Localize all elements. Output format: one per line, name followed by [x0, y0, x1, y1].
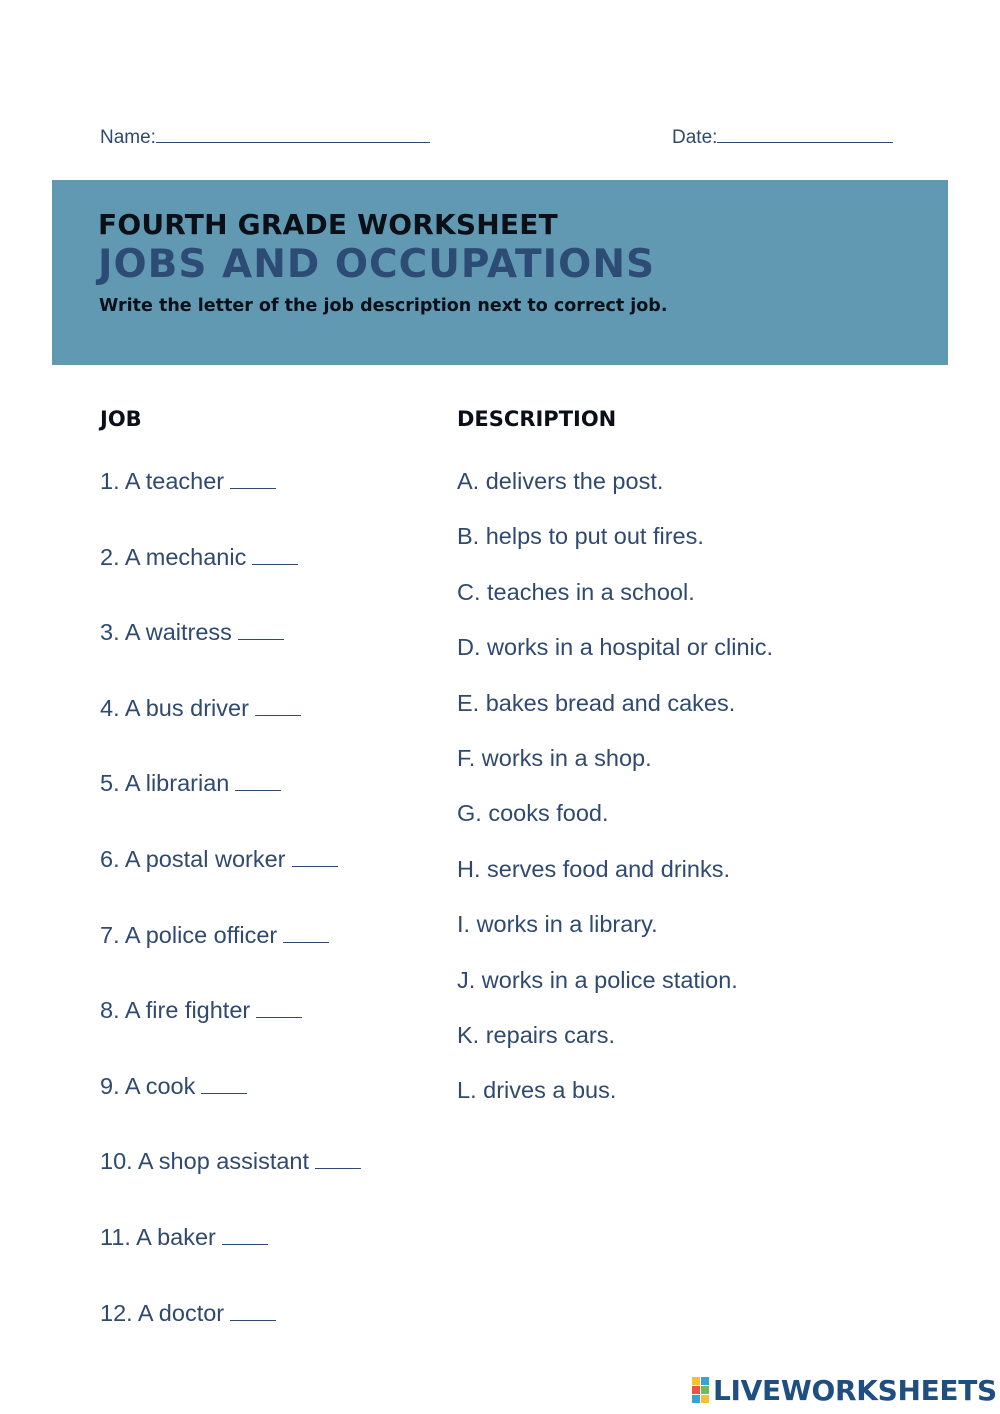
description-item: E. bakes bread and cakes.: [457, 689, 736, 716]
description-item: C. teaches in a school.: [457, 578, 695, 605]
job-item: [100, 846, 338, 873]
answer-blank[interactable]: [292, 848, 338, 867]
logo-square: [701, 1395, 709, 1403]
job-item: [100, 544, 298, 571]
instruction-text: Write the letter of the job description next to correct job.: [99, 296, 668, 316]
description-item: J. works in a police station.: [457, 966, 738, 993]
description-item: I. works in a library.: [457, 911, 658, 938]
job-label: 10. A shop assistant: [100, 1148, 310, 1175]
logo-icon: [692, 1377, 709, 1403]
job-label: 5. A librarian: [100, 770, 230, 797]
job-item: [100, 695, 301, 722]
logo-square: [701, 1377, 709, 1385]
job-item: [100, 619, 284, 646]
description-item: B. helps to put out fires.: [457, 523, 704, 550]
job-item: [100, 997, 302, 1024]
title-banner: [52, 180, 948, 365]
name-label: Name:: [100, 127, 156, 148]
date-blank-line[interactable]: [717, 128, 893, 143]
answer-blank[interactable]: [315, 1150, 361, 1169]
job-label: 7. A police officer: [100, 921, 278, 948]
job-label: 4. A bus driver: [100, 694, 249, 721]
description-item: L. drives a bus.: [457, 1077, 617, 1104]
answer-blank[interactable]: [230, 470, 276, 489]
description-item: G. cooks food.: [457, 800, 609, 827]
answer-blank[interactable]: [222, 1226, 268, 1245]
job-item: [100, 468, 276, 495]
description-item: H. serves food and drinks.: [457, 855, 730, 882]
answer-blank[interactable]: [256, 999, 302, 1018]
job-label: 12. A doctor: [100, 1299, 225, 1326]
name-blank-line[interactable]: [156, 128, 430, 143]
job-label: 2. A mechanic: [100, 543, 247, 570]
job-label: 6. A postal worker: [100, 846, 286, 872]
logo-square: [692, 1377, 700, 1385]
grade-title: FOURTH GRADE WORKSHEET: [98, 208, 558, 241]
answer-blank[interactable]: [238, 621, 284, 640]
liveworksheets-logo: [692, 1372, 997, 1408]
job-item: [100, 1148, 361, 1175]
answer-blank[interactable]: [252, 546, 298, 565]
description-item: A. delivers the post.: [457, 468, 664, 494]
description-item: F. works in a shop.: [457, 745, 652, 771]
answer-blank[interactable]: [201, 1075, 247, 1094]
description-column-heading: DESCRIPTION: [457, 407, 617, 431]
answer-blank[interactable]: [255, 697, 301, 716]
answer-blank[interactable]: [283, 924, 329, 943]
job-label: 11. A baker: [100, 1224, 216, 1250]
job-item: [100, 1073, 247, 1100]
job-item: [100, 1224, 268, 1251]
job-label: 3. A waitress: [100, 619, 232, 646]
answer-blank[interactable]: [235, 772, 281, 791]
name-field: [100, 127, 430, 149]
job-label: 9. A cook: [100, 1072, 196, 1099]
job-label: 1. A teacher: [100, 468, 225, 494]
logo-square: [701, 1386, 709, 1394]
job-item: [100, 922, 329, 949]
logo-square: [692, 1386, 700, 1394]
job-column-heading: JOB: [100, 407, 142, 431]
job-item: [100, 1300, 276, 1327]
date-label: Date:: [672, 127, 718, 148]
description-item: K. repairs cars.: [457, 1022, 616, 1048]
logo-text: LIVEWORKSHEETS: [713, 1373, 997, 1407]
description-item: D. works in a hospital or clinic.: [457, 634, 774, 661]
job-label: 8. A fire fighter: [100, 997, 251, 1024]
topic-title: JOBS AND OCCUPATIONS: [98, 242, 656, 287]
logo-square: [692, 1395, 700, 1403]
date-field: [672, 127, 893, 149]
job-item: [100, 770, 281, 797]
answer-blank[interactable]: [230, 1302, 276, 1321]
